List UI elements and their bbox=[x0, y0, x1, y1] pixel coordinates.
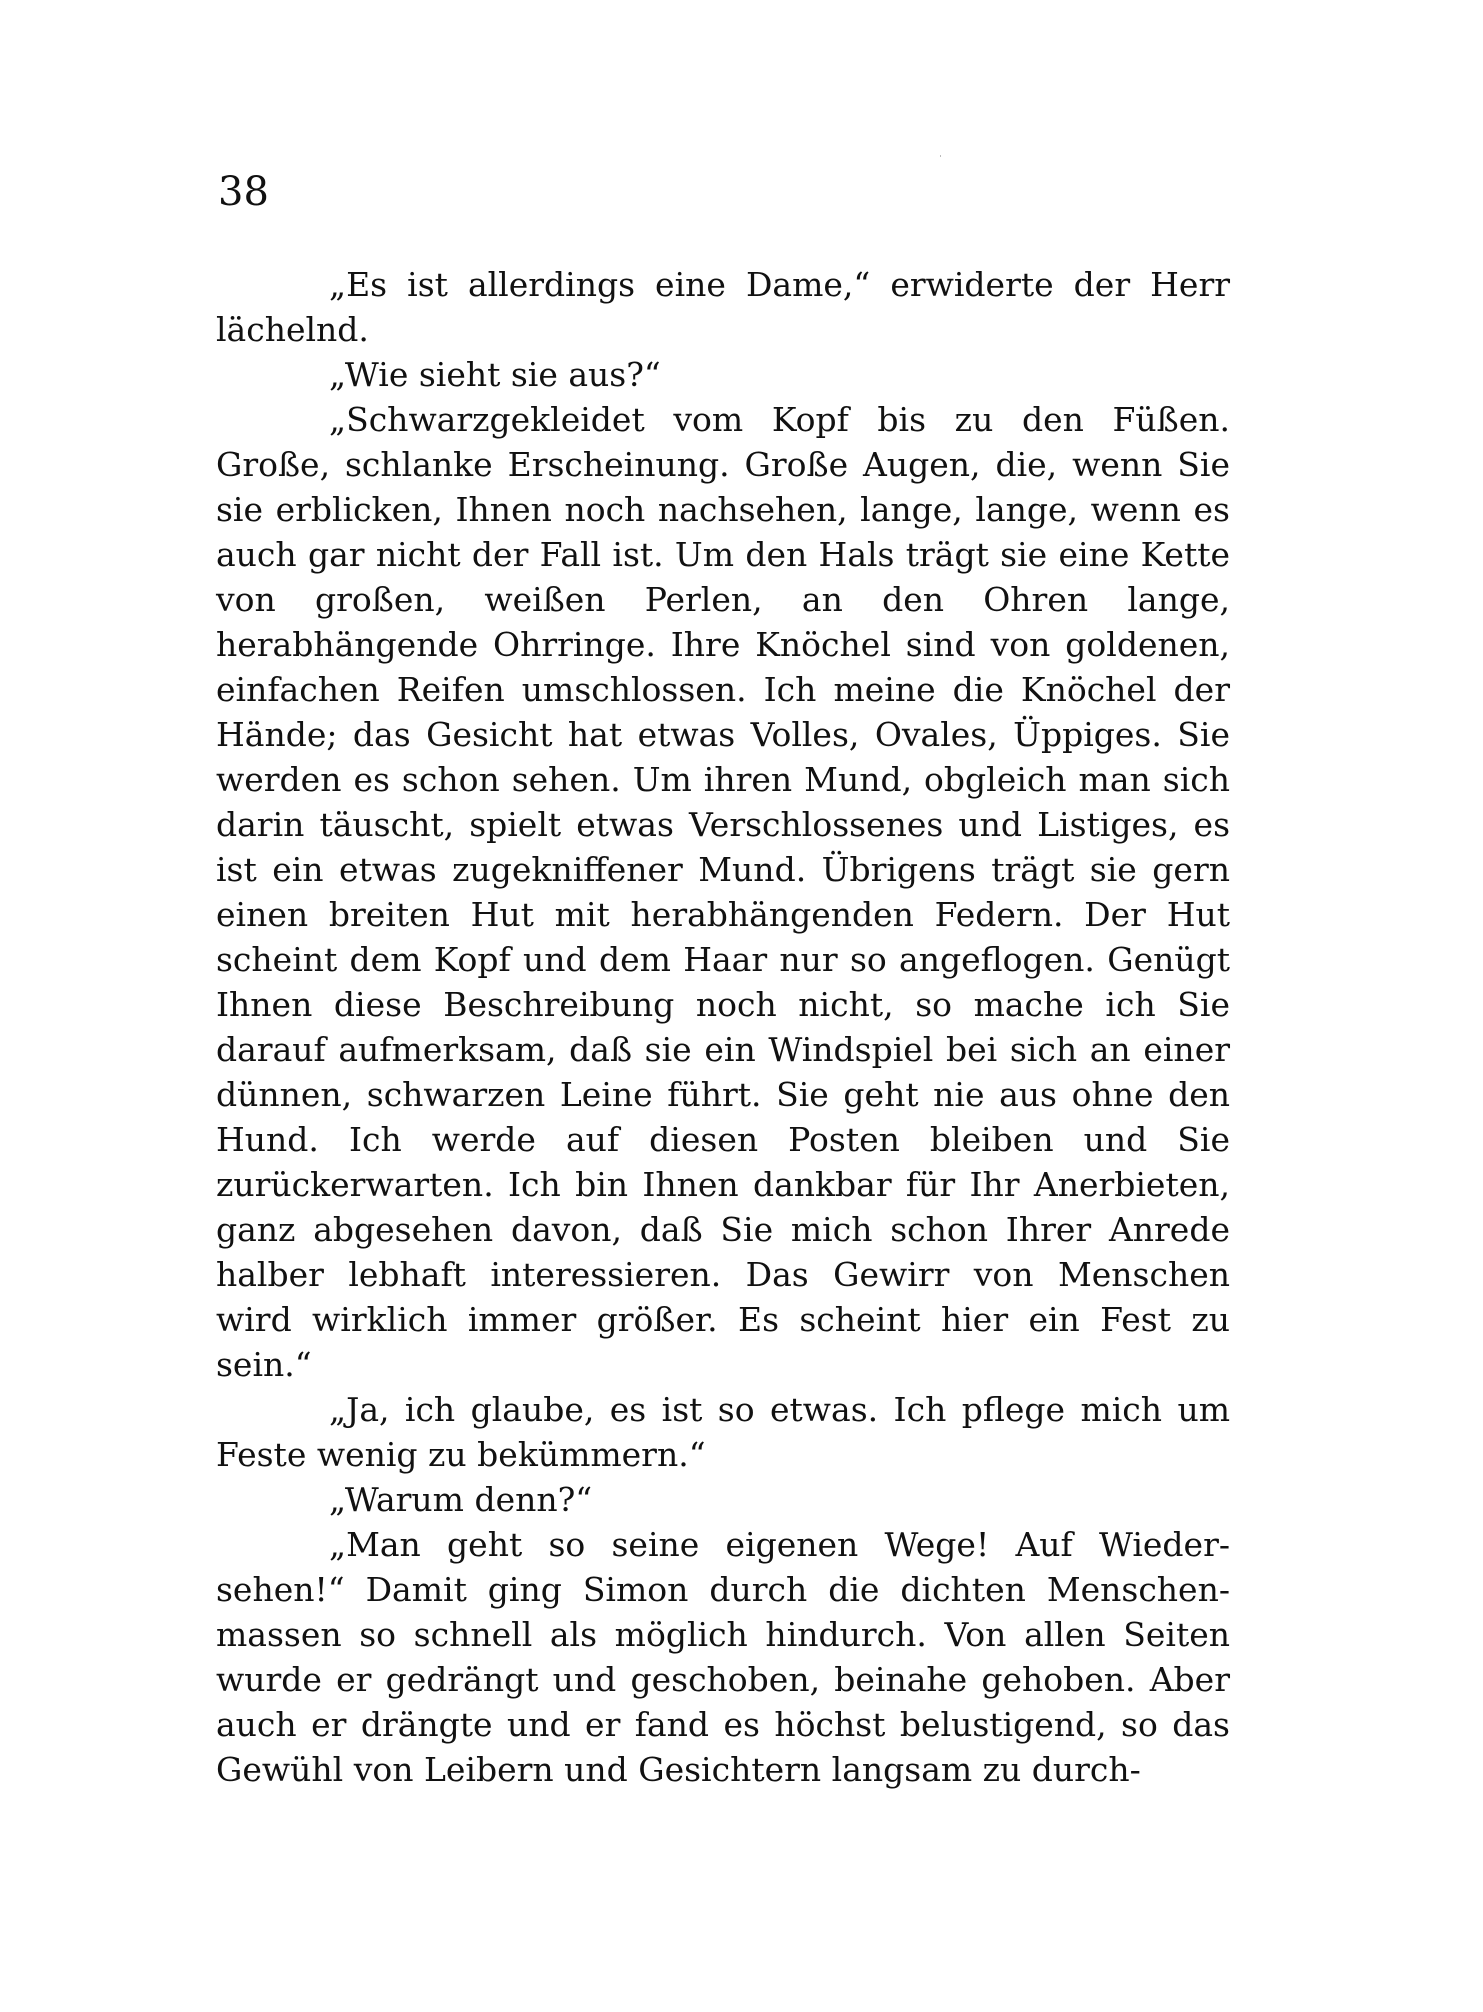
paragraph-5: „Warum denn?“ bbox=[329, 1480, 593, 1519]
paragraph-6: „Man geht so seine eigenen Wege! Auf Wiedersehen!“ Damit ging Simon durch die dichten Menschenmassen so schnell als möglich hindurch. Von allen Seiten wurde er gedrängt und geschoben, beinahe gehoben. Aber auch er drängte und er fand es höchst belustigend, so das Gewühl von Leibern und Gesichtern langsam zu durch- bbox=[216, 1525, 1230, 1789]
paragraph-2: „Wie sieht sie aus?“ bbox=[329, 355, 661, 394]
scan-speck bbox=[940, 155, 941, 157]
paragraph-1: „Es ist allerdings eine Dame,“ erwiderte der Herr lächelnd. bbox=[216, 265, 1230, 349]
paragraph-4: „Ja, ich glaube, es ist so etwas. Ich pflege mich um Feste wenig zu bekümmern.“ bbox=[216, 1390, 1230, 1474]
page-number: 38 bbox=[218, 169, 269, 215]
body-text bbox=[216, 262, 1230, 1792]
paragraph-3: „Schwarzgekleidet vom Kopf bis zu den Füßen. Große, schlanke Erscheinung. Große Augen, die, wenn Sie sie erblicken, Ihnen noch nachsehen, lange, lange, wenn es auch gar nicht der Fall ist. Um den Hals trägt sie eine Kette von großen, weißen Perlen, an den Ohren lange, herabhängende Ohrringe. Ihre Knöchel sind von goldenen, einfachen Reifen umschlossen. Ich meine die Knöchel der Hände; das Gesicht hat etwas Volles, Ovales, Üppiges. Sie werden es schon sehen. Um ihren Mund, obgleich man sich darin täuscht, spielt etwas Verschlossenes und Listiges, es ist ein etwas zugekniffener Mund. Übrigens trägt sie gern einen breiten Hut mit herabhängenden Federn. Der Hut scheint dem Kopf und dem Haar nur so angeflogen. Genügt Ihnen diese Beschreibung noch nicht, so mache ich Sie darauf aufmerksam, daß sie ein Windspiel bei sich an einer dünnen, schwarzen Leine führt. Sie geht nie aus ohne den Hund. Ich werde auf diesen Posten bleiben und Sie zurückerwarten. Ich bin Ihnen dankbar für Ihr Anerbieten, ganz abgesehen davon, daß Sie mich schon Ihrer Anrede halber lebhaft interessieren. Das Gewirr von Menschen wird wirklich immer größer. Es scheint hier ein Fest zu sein.“ bbox=[216, 400, 1230, 1384]
